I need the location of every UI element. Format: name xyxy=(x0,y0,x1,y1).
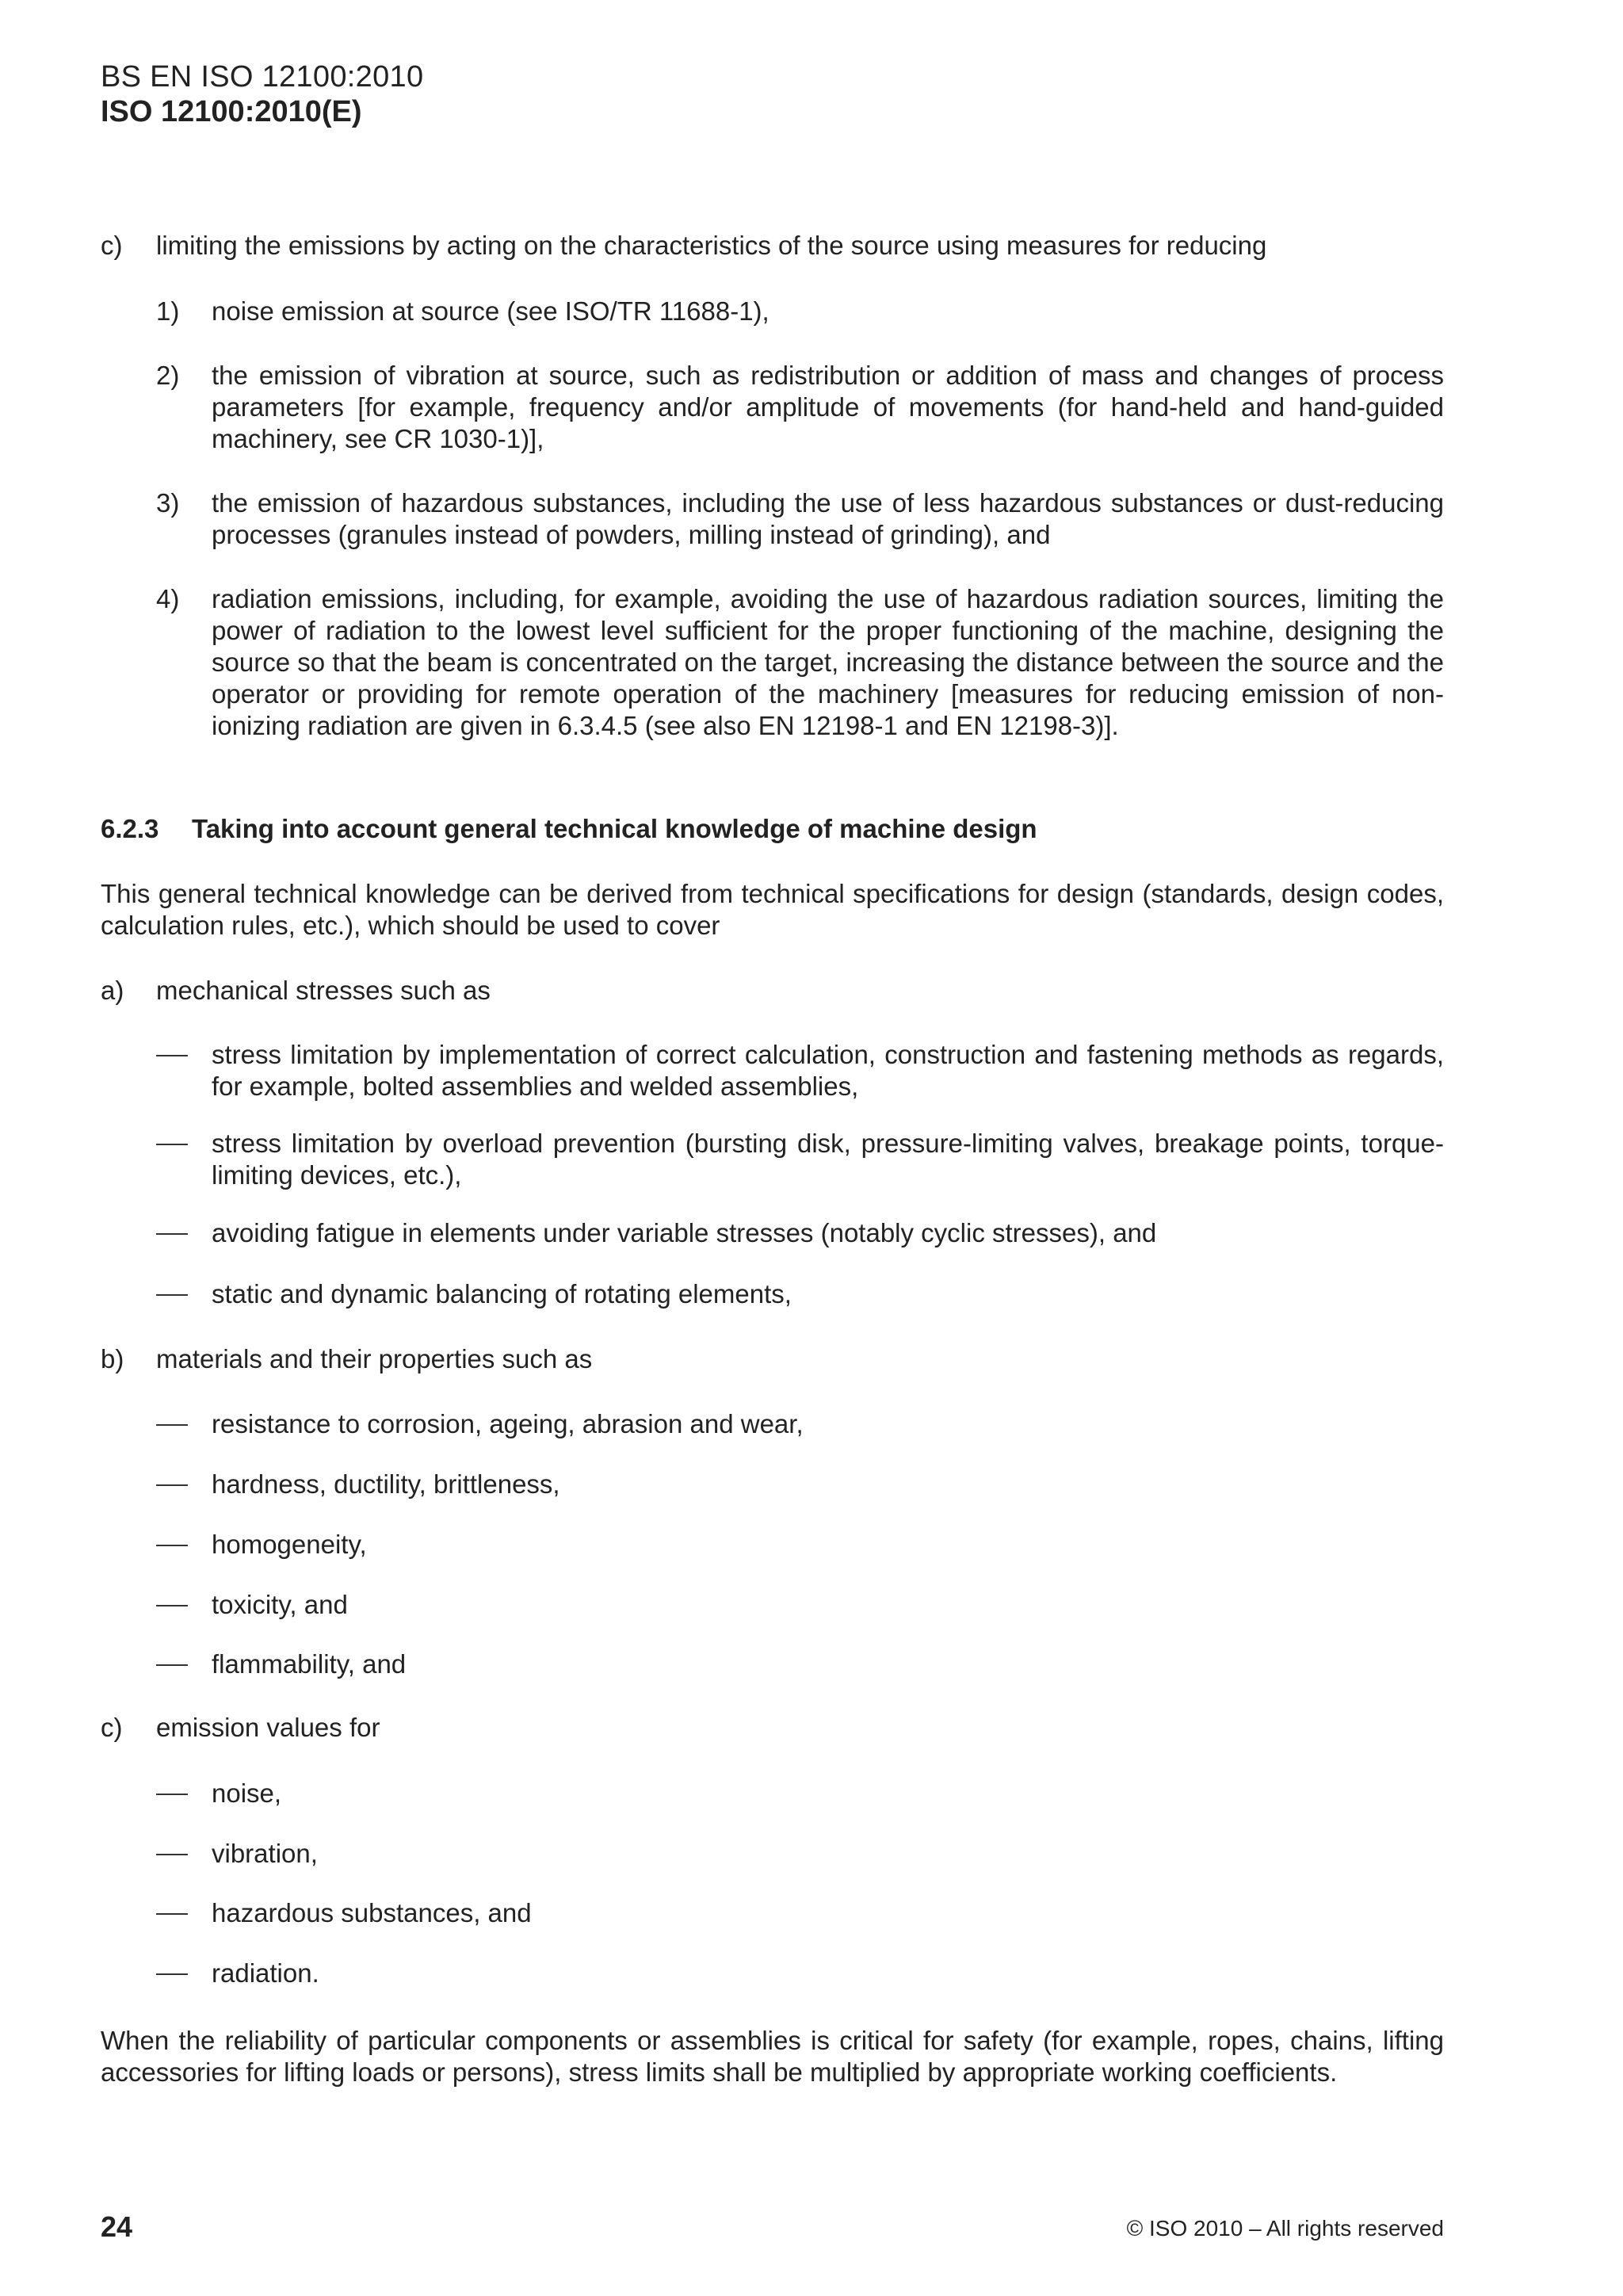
dash-bullet xyxy=(156,1794,188,1795)
dash-bullet xyxy=(156,1233,188,1235)
bullet-text: radiation. xyxy=(212,1958,319,1988)
bullet-text: vibration, xyxy=(212,1839,318,1868)
closing-paragraph: When the reliability of particular components or assemblies is critical for safety (for example, ropes, chains, lifting accessories for lifting loads or persons), stress limits shall be multiplied by appropriate working coefficients. xyxy=(101,2026,1444,2087)
list-label: b) xyxy=(101,1344,124,1373)
sublist-label: 3) xyxy=(156,488,180,518)
bullet-text: avoiding fatigue in elements under variable stresses (notably cyclic stresses), and xyxy=(212,1218,1157,1247)
dash-bullet xyxy=(156,1294,188,1296)
bullet-text: stress limitation by overload prevention (bursting disk, pressure-limiting valves, breakage points, torque-limiting devices, etc.), xyxy=(212,1129,1444,1190)
bullet-text: static and dynamic balancing of rotating elements, xyxy=(212,1279,792,1308)
section-number: 6.2.3 xyxy=(101,814,159,843)
sublist-item-text: the emission of vibration at source, such as redistribution or addition of mass and changes of process parameters [for example, frequency and/or amplitude of movements (for hand-held and hand-guided machinery, see CR 1030-1)], xyxy=(212,361,1444,453)
section-intro: This general technical knowledge can be derived from technical specifications for design (standards, design codes, calculation rules, etc.), which should be used to cover xyxy=(101,879,1444,940)
dash-bullet xyxy=(156,1854,188,1855)
bullet-text: flammability, and xyxy=(212,1649,407,1679)
list-item-text: limiting the emissions by acting on the characteristics of the source using measures for reducing xyxy=(156,231,1267,260)
page-number: 24 xyxy=(101,2210,133,2243)
dash-bullet xyxy=(156,1144,188,1145)
sublist-label: 1) xyxy=(156,296,180,326)
dash-bullet xyxy=(156,1055,188,1056)
bullet-text: hazardous substances, and xyxy=(212,1898,532,1927)
dash-bullet xyxy=(156,1484,188,1486)
list-item-text: mechanical stresses such as xyxy=(156,976,491,1005)
sublist-label: 4) xyxy=(156,584,180,613)
list-label: a) xyxy=(101,976,124,1005)
bullet-text: resistance to corrosion, ageing, abrasion and wear, xyxy=(212,1409,804,1438)
dash-bullet xyxy=(156,1913,188,1915)
dash-bullet xyxy=(156,1973,188,1975)
bullet-text: toxicity, and xyxy=(212,1590,348,1619)
sublist-item-text: noise emission at source (see ISO/TR 11688-1), xyxy=(212,296,769,326)
list-label: c) xyxy=(101,1713,123,1742)
sublist-label: 2) xyxy=(156,361,180,390)
section-title: Taking into account general technical knowledge of machine design xyxy=(192,814,1037,843)
sublist-item-text: the emission of hazardous substances, including the use of less hazardous substances or dust-reducing processes (granules instead of powders, milling instead of grinding), and xyxy=(212,488,1444,549)
iso-designation: ISO 12100:2010(E) xyxy=(101,95,362,128)
list-item-text: materials and their properties such as xyxy=(156,1344,593,1373)
sublist-item-text: radiation emissions, including, for example, avoiding the use of hazardous radiation sources, limiting the power of radiation to the lowest level sufficient for the proper functioning of the machine, designing the source so that the beam is concentrated on the target, increasing the distance between the source and the operator or providing for remote operation of the machinery [measures for reducing emission of non-ionizing radiation are given in 6.3.4.5 (see also EN 12198-1 and EN 12198-3)]. xyxy=(212,584,1444,740)
bullet-text: hardness, ductility, brittleness, xyxy=(212,1469,560,1499)
list-label: c) xyxy=(101,231,123,260)
bullet-text: noise, xyxy=(212,1778,282,1808)
list-item-text: emission values for xyxy=(156,1713,380,1742)
copyright-notice: © ISO 2010 – All rights reserved xyxy=(1126,2216,1444,2241)
dash-bullet xyxy=(156,1545,188,1546)
bullet-text: homogeneity, xyxy=(212,1530,367,1559)
dash-bullet xyxy=(156,1424,188,1426)
dash-bullet xyxy=(156,1605,188,1606)
bullet-text: stress limitation by implementation of correct calculation, construction and fastening methods as regards, for example, bolted assemblies and welded assemblies, xyxy=(212,1040,1444,1101)
standard-designation: BS EN ISO 12100:2010 xyxy=(101,60,424,94)
dash-bullet xyxy=(156,1664,188,1666)
